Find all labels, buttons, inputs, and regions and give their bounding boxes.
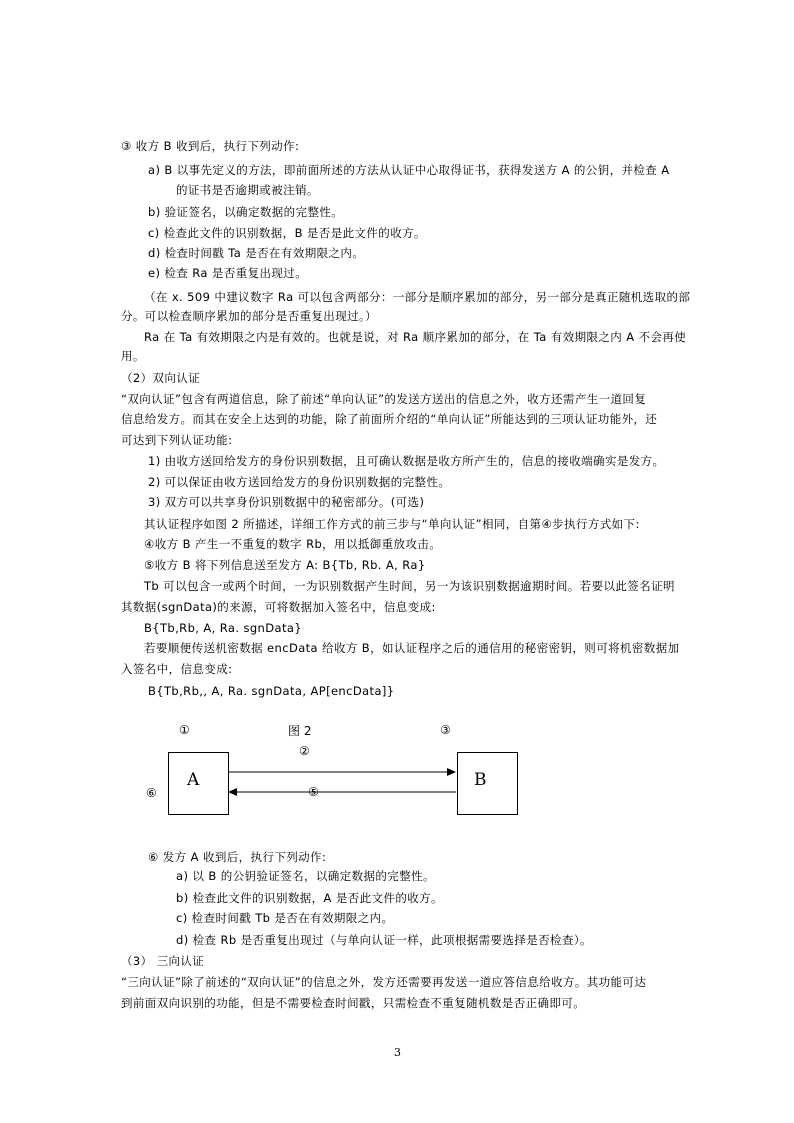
text-line: b) 检查此文件的识别数据，A 是否此文件的收方。 (176, 891, 443, 905)
text-line: 到前面双向识别的功能，但是不需要检查时间戳，只需检查不重复随机数是否正确即可。 (121, 996, 586, 1010)
figure-mark-3: ③ (440, 723, 451, 737)
text-line: （2）双向认证 (121, 371, 201, 385)
box-b-label: B (474, 770, 487, 790)
text-line: B{Tb,Rb,, A, Ra. sgnData, AP[encData]} (148, 684, 395, 698)
text-line: 若要顺便传送机密数据 encData 给收方 B，如认证程序之后的通信用的秘密密钥，则可将机密数据加 (144, 641, 680, 655)
text-line: 的证书是否逾期或被注销。 (176, 183, 319, 197)
text-line: 1) 由收方送回给发方的身份识别数据，且可确认数据是收方所产生的，信息的接收端确实是发方。 (148, 454, 665, 468)
text-line: B{Tb,Rb, A, Ra. sgnData} (144, 621, 303, 635)
text-line: b) 验证签名，以确定数据的完整性。 (148, 205, 344, 219)
page-number: 3 (394, 1046, 401, 1059)
text-line: ⑥ 发方 A 收到后，执行下列动作: (148, 850, 327, 864)
figure-mark-5: ⑤ (308, 785, 319, 799)
text-line: ⑤收方 B 将下列信息送至发方 A: B{Tb, Rb. A, Ra} (144, 558, 426, 572)
figure-mark-6: ⑥ (146, 786, 157, 800)
text-line: “三向认证”除了前述的“双向认证”的信息之外，发方还需要再发送一道应答信息给收方。其功能可达 (121, 975, 647, 989)
figure-mark-1: ① (179, 723, 190, 737)
text-line: “双向认证”包含有两道信息，除了前述“单向认证”的发送方送出的信息之外，收方还需产生一道回复 (121, 392, 647, 406)
text-line: 入签名中，信息变成: (121, 662, 233, 676)
text-line: （在 x. 509 中建议数字 Ra 可以包含两部分：一部分是顺序累加的部分，另一部分是真正随机选取的部 (144, 290, 691, 304)
text-line: 3) 双方可以共享身份识别数据中的秘密部分。(可选) (148, 495, 425, 509)
text-line: 可达到下列认证功能: (121, 433, 233, 447)
text-line: ③ 收方 B 收到后，执行下列动作: (121, 139, 300, 153)
box-b (457, 752, 518, 815)
text-line: a) B 以事先定义的方法，即前面所述的方法从认证中心取得证书，获得发送方 A 的公钥，并检查 A (148, 163, 670, 177)
box-a-label: A (187, 770, 200, 790)
text-line: （3） 三向认证 (121, 954, 205, 968)
text-line: c) 检查此文件的识别数据，B 是否是此文件的收方。 (148, 226, 426, 240)
text-line: d) 检查时间戳 Ta 是否在有效期限之内。 (148, 246, 365, 260)
text-line: ④收方 B 产生一不重复的数字 Rb，用以抵御重放攻击。 (144, 537, 442, 551)
text-line: d) 检查 Rb 是否重复出现过（与单向认证一样，此项根据需要选择是否检查）。 (176, 933, 592, 947)
text-line: 用。 (121, 349, 145, 363)
text-line: 分。可以检查顺序累加的部分是否重复出现过。） (121, 309, 378, 323)
text-line: 信息给发方。而其在安全上达到的功能，除了前面所介绍的“单向认证”所能达到的三项认证功能外，还 (121, 412, 658, 426)
figure-caption: 图 2 (288, 724, 312, 738)
text-line: e) 检查 Ra 是否重复出现过。 (148, 266, 308, 280)
text-line: a) 以 B 的公钥验证签名，以确定数据的完整性。 (176, 869, 435, 883)
text-line: 其数据(sgnData)的来源，可将数据加入签名中，信息变成: (121, 600, 436, 614)
text-line: 2) 可以保证由收方送回给发方的身份识别数据的完整性。 (148, 475, 451, 489)
text-line: 其认证程序如图 2 所描述，详细工作方式的前三步与“单向认证”相同，自第④步执行方式如下: (144, 517, 640, 531)
arrow-a-to-b (228, 768, 456, 776)
figure-mark-2: ② (299, 744, 310, 758)
text-line: Tb 可以包含一或两个时间，一为识别数据产生时间，另一为该识别数据逾期时间。若要以此签名证明 (144, 579, 675, 593)
text-line: c) 检查时间戳 Tb 是否在有效期限之内。 (176, 911, 394, 925)
arrow-b-to-a (228, 788, 456, 796)
text-line: Ra 在 Ta 有效期限之内是有效的。也就是说，对 Ra 顺序累加的部分，在 Ta 有效期限之内 A 不会再使 (144, 330, 687, 344)
